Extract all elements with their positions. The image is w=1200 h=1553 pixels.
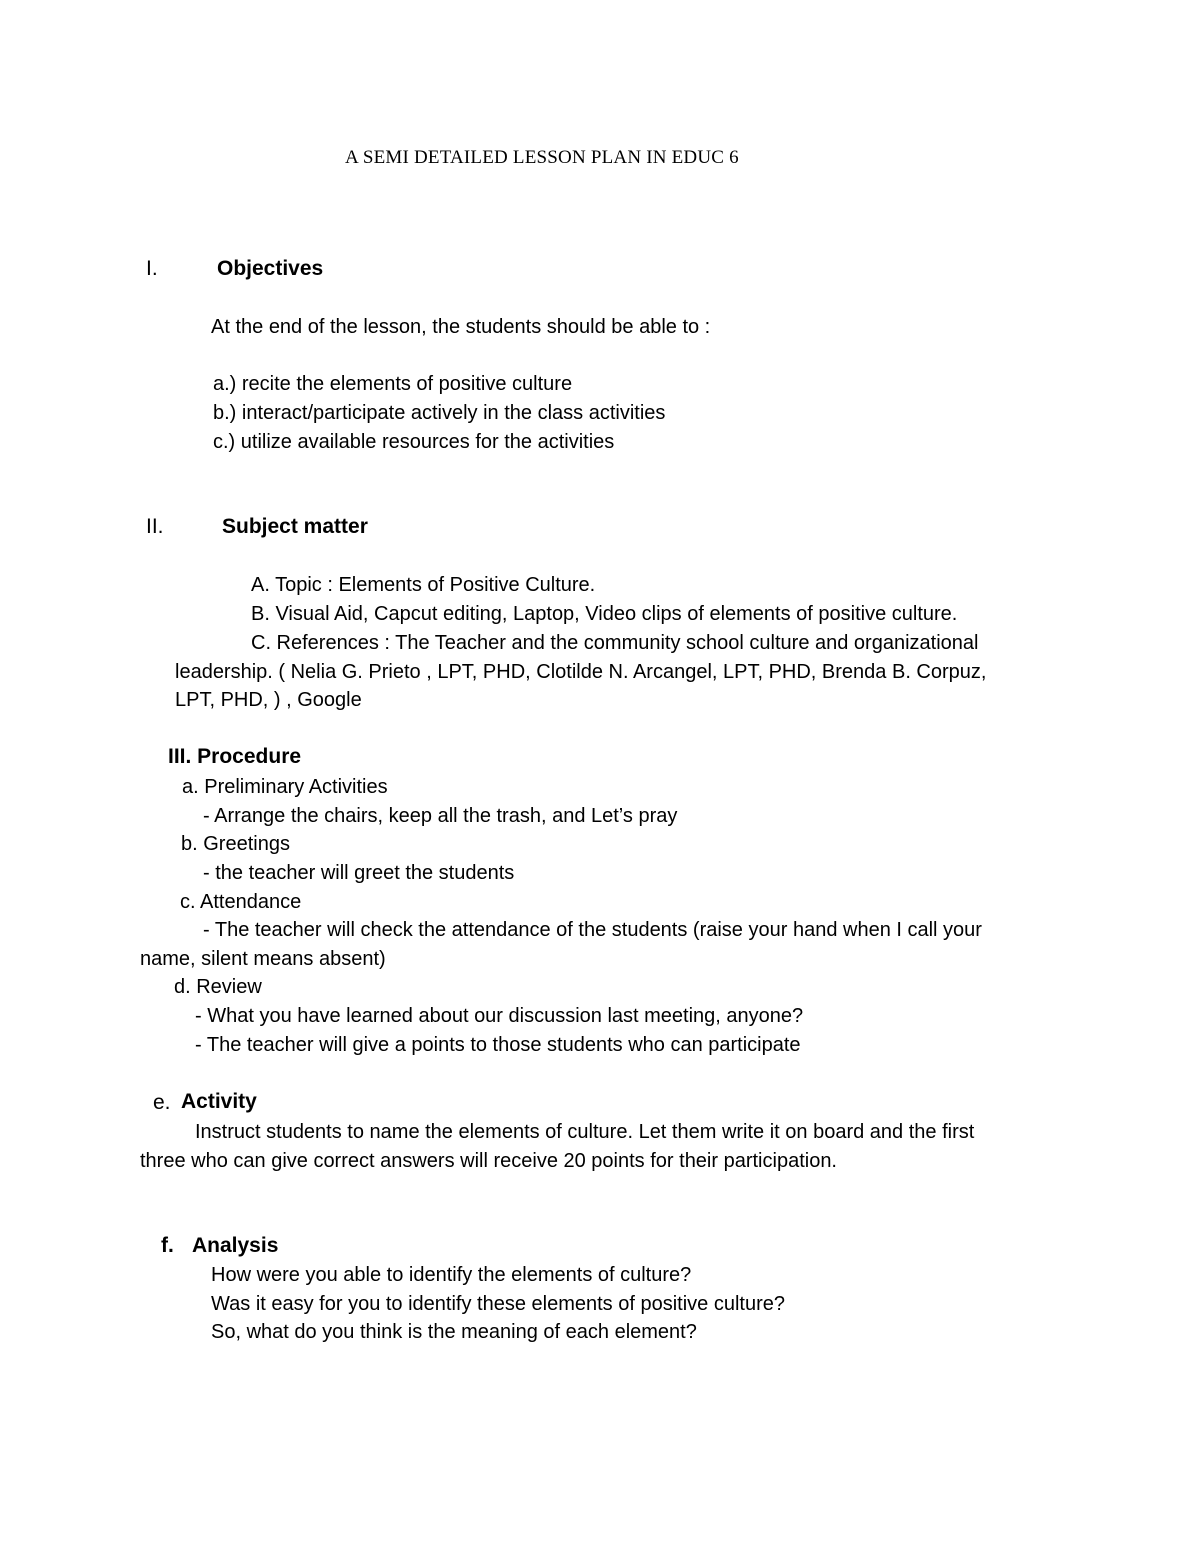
- analysis-question: Was it easy for you to identify these elements of positive culture?: [211, 1293, 785, 1315]
- preliminary-detail: - Arrange the chairs, keep all the trash, and Let’s pray: [203, 805, 678, 827]
- review-label: d. Review: [174, 976, 262, 998]
- subject-references-line: C. References : The Teacher and the community school culture and organizational: [251, 632, 979, 654]
- document-title: A SEMI DETAILED LESSON PLAN IN EDUC 6: [345, 147, 739, 168]
- greetings-label: b. Greetings: [181, 833, 290, 855]
- objectives-numeral: I.: [146, 257, 158, 280]
- subject-references-line: leadership. ( Nelia G. Prieto , LPT, PHD, Clotilde N. Arcangel, LPT, PHD, Brenda B. Corpuz,: [175, 661, 987, 683]
- analysis-question: So, what do you think is the meaning of each element?: [211, 1321, 697, 1343]
- activity-text-line: three who can give correct answers will receive 20 points for their participation.: [140, 1150, 837, 1172]
- activity-letter: e.: [153, 1091, 171, 1114]
- analysis-question: How were you able to identify the elements of culture?: [211, 1264, 692, 1286]
- attendance-detail-line: - The teacher will check the attendance of the students (raise your hand when I call your: [203, 919, 982, 941]
- review-detail: - What you have learned about our discussion last meeting, anyone?: [195, 1005, 804, 1027]
- analysis-heading: Analysis: [192, 1234, 279, 1257]
- review-detail: - The teacher will give a points to those students who can participate: [195, 1034, 801, 1056]
- objectives-heading: Objectives: [217, 257, 324, 280]
- attendance-detail-line: name, silent means absent): [140, 948, 386, 970]
- objectives-intro: At the end of the lesson, the students should be able to :: [211, 316, 711, 338]
- greetings-detail: - the teacher will greet the students: [203, 862, 515, 884]
- preliminary-label: a. Preliminary Activities: [182, 776, 388, 798]
- subject-materials: B. Visual Aid, Capcut editing, Laptop, Video clips of elements of positive culture.: [251, 603, 958, 625]
- subject-matter-heading: Subject matter: [222, 515, 368, 538]
- activity-heading: Activity: [181, 1090, 257, 1113]
- attendance-label: c. Attendance: [180, 891, 302, 913]
- objective-item: c.) utilize available resources for the activities: [213, 431, 615, 453]
- activity-text-line: Instruct students to name the elements of culture. Let them write it on board and the first: [195, 1121, 975, 1143]
- subject-matter-numeral: II.: [146, 515, 164, 538]
- procedure-heading: III. Procedure: [168, 745, 302, 768]
- subject-topic: A. Topic : Elements of Positive Culture.: [251, 574, 596, 596]
- subject-references-line: LPT, PHD, ) , Google: [175, 689, 362, 711]
- analysis-letter: f.: [161, 1234, 174, 1257]
- objective-item: a.) recite the elements of positive culture: [213, 373, 573, 395]
- objective-item: b.) interact/participate actively in the class activities: [213, 402, 666, 424]
